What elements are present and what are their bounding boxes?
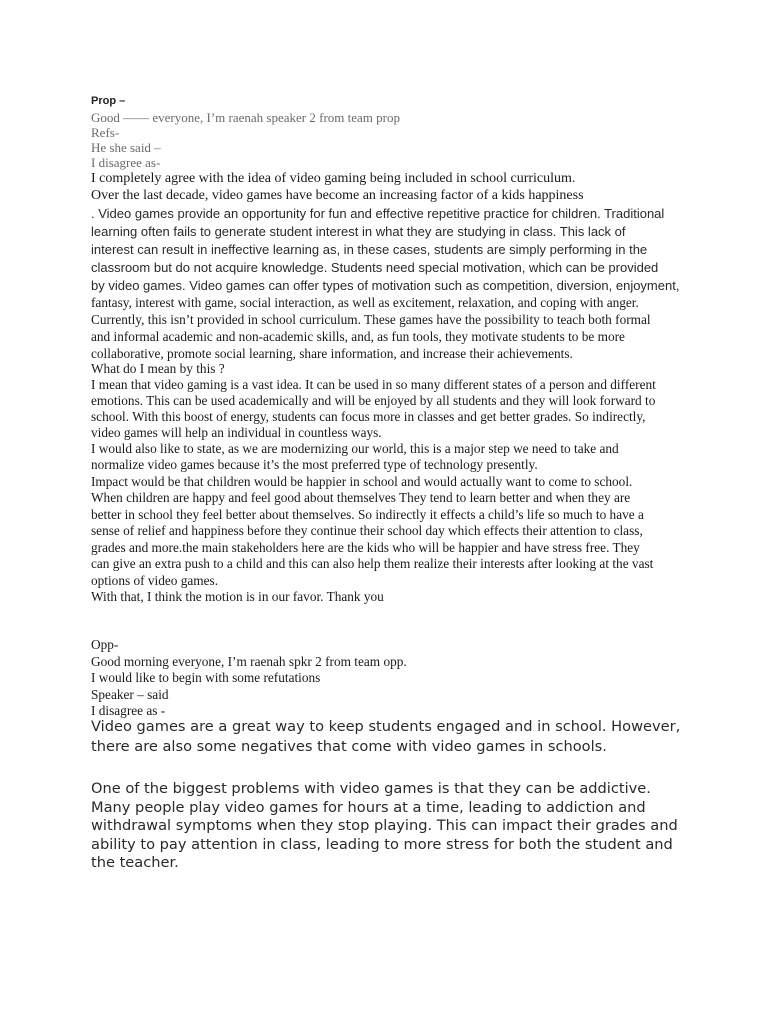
opp-text-line: One of the biggest problems with video games is that they can be addictive. (91, 780, 651, 797)
prop-intro-line: He she said – (91, 140, 161, 155)
prop-heading: Prop – (91, 95, 126, 107)
prop-text-line: and informal academic and non-academic skills, and, as fun tools, they motivate students to be more (91, 329, 625, 344)
prop-intro-line: Good —— everyone, I’m raenah speaker 2 from team prop (91, 110, 400, 125)
prop-text-line: What do I mean by this ? (91, 361, 225, 376)
prop-text-line: options of video games. (91, 573, 219, 588)
prop-text-line: Over the last decade, video games have become an increasing factor of a kids happiness (91, 188, 584, 203)
opp-heading: Opp- (91, 637, 119, 652)
prop-text-line: by video games. Video games can offer types of motivation such as competition, diversion, enjoyment, (91, 278, 680, 293)
prop-text-line: collaborative, promote social learning, share information, and increase their achievements. (91, 346, 573, 361)
prop-text-line: interest can result in ineffective learning as, in these cases, students are simply performing in the (91, 242, 648, 257)
prop-text-line: Currently, this isn’t provided in school curriculum. These games have the possibility to teach both formal (91, 312, 651, 327)
prop-text-line: Impact would be that children would be happier in school and would actually want to come to school. (91, 474, 633, 489)
prop-text-line: normalize video games because it’s the most preferred type of technology presently. (91, 457, 538, 472)
opp-text-line: ability to pay attention in class, leading to more stress for both the student and (91, 836, 673, 853)
prop-text-line: can give an extra push to a child and this can also help them realize their interests after looking at the vast (91, 556, 654, 571)
prop-intro-line: Refs- (91, 125, 120, 140)
opp-text-line: Many people play video games for hours at a time, leading to addiction and (91, 799, 646, 816)
prop-intro-line: I disagree as- (91, 155, 161, 170)
prop-text-line: learning often fails to generate student interest in what they are studying in class. This lack of (91, 224, 626, 239)
prop-text-line: I completely agree with the idea of video gaming being included in school curriculum. (91, 171, 576, 186)
opp-intro-line: Speaker – said (91, 687, 169, 702)
opp-text-line: there are also some negatives that come with video games in schools. (91, 738, 607, 755)
prop-text-line: school. With this boost of energy, students can focus more in classes and get better grades. So indirectly, (91, 409, 646, 424)
prop-text-line: grades and more.the main stakeholders here are the kids who will be happier and have stress free. They (91, 540, 640, 555)
prop-text-line: classroom but do not acquire knowledge. Students need special motivation, which can be provided (91, 260, 659, 275)
prop-text-line: . Video games provide an opportunity for fun and effective repetitive practice for children. Traditional (91, 206, 665, 221)
prop-text-line: I mean that video gaming is a vast idea. It can be used in so many different states of a person and different (91, 377, 656, 392)
prop-text-line: sense of relief and happiness before they continue their school day which effects their attention to class, (91, 523, 643, 538)
opp-text-line: Video games are a great way to keep students engaged and in school. However, (91, 718, 681, 735)
opp-intro-line: I disagree as - (91, 703, 166, 718)
prop-text-line: emotions. This can be used academically and will be enjoyed by all students and they will look forward to (91, 393, 656, 408)
prop-text-line: video games will help an individual in countless ways. (91, 425, 382, 440)
prop-text-line: When children are happy and feel good about themselves They tend to learn better and when they are (91, 490, 631, 505)
opp-intro-line: Good morning everyone, I’m raenah spkr 2 from team opp. (91, 654, 407, 669)
opp-text-line: the teacher. (91, 854, 179, 871)
prop-text-line: I would also like to state, as we are modernizing our world, this is a major step we need to take and (91, 441, 619, 456)
opp-text-line: withdrawal symptoms when they stop playing. This can impact their grades and (91, 817, 678, 834)
prop-closing-line: With that, I think the motion is in our favor. Thank you (91, 589, 384, 604)
prop-text-line: better in school they feel better about themselves. So indirectly it effects a child’s life so much to have a (91, 507, 644, 522)
opp-intro-line: I would like to begin with some refutations (91, 670, 321, 685)
prop-text-line: fantasy, interest with game, social interaction, as well as excitement, relaxation, and coping with anger. (91, 295, 639, 310)
